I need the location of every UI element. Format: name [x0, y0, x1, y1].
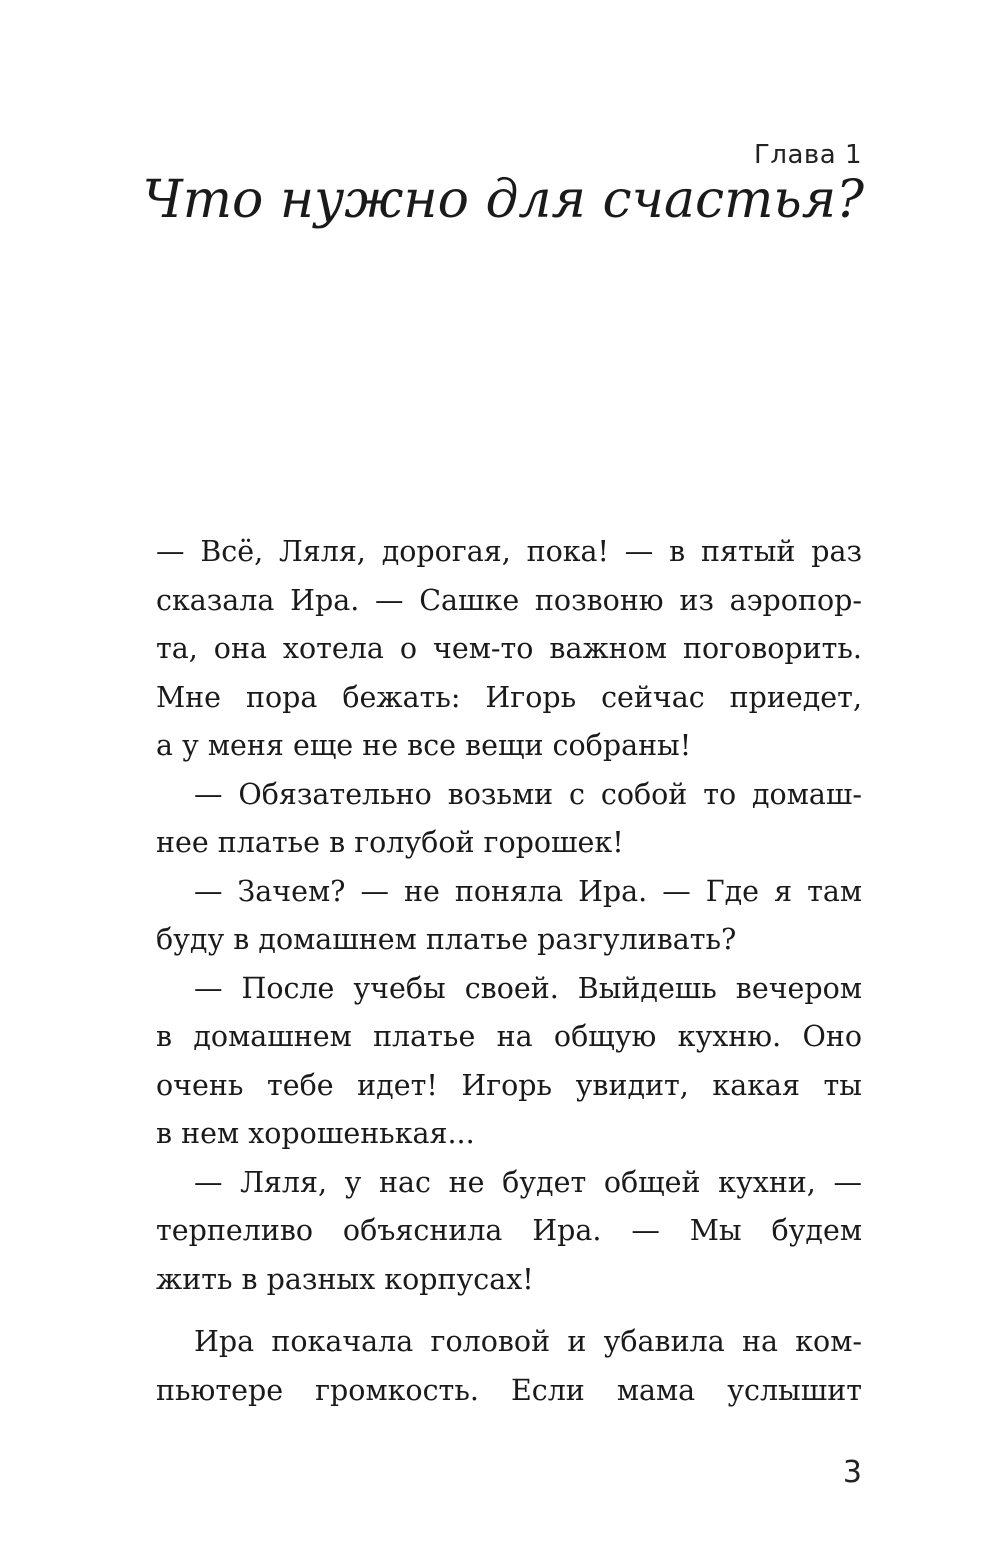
- text-line: — Зачем? — не поняла Ира. — Где я там: [194, 874, 862, 908]
- text-line: та, она хотела о чем-то важном поговорить.: [156, 632, 862, 665]
- text-line: буду в домашнем платье разгуливать?: [156, 923, 737, 956]
- text-line: жить в разных корпусах!: [156, 1262, 534, 1296]
- chapter-label: Глава 1: [754, 140, 862, 170]
- text-line: Мне пора бежать: Игорь сейчас приедет,: [156, 680, 862, 714]
- text-line: — После учебы своей. Выйдешь вечером: [194, 971, 862, 1005]
- chapter-title: Что нужно для счастья?: [142, 170, 864, 230]
- paragraph-1: [156, 528, 862, 771]
- paragraph-4: [156, 965, 862, 1159]
- text-line: — Обязательно возьми с собой то домаш-: [194, 777, 862, 811]
- paragraph-3: [156, 868, 862, 965]
- text-line: в нем хорошенькая...: [156, 1117, 475, 1150]
- text-line: нее платье в голубой горошек!: [156, 826, 624, 859]
- text-line: пьютере громкость. Если мама услышит: [156, 1373, 862, 1407]
- page-number: 3: [842, 1455, 862, 1490]
- body-text: [156, 528, 862, 1415]
- text-line: — Всё, Ляля, дорогая, пока! — в пятый раз: [156, 535, 862, 568]
- text-line: в домашнем платье на общую кухню. Оно: [156, 1020, 862, 1053]
- text-line: сказала Ира. — Сашке позвоню из аэропор-: [156, 583, 862, 617]
- text-line: терпеливо объяснила Ира. — Мы будем: [156, 1214, 862, 1247]
- paragraph-5: [156, 1159, 862, 1305]
- paragraph-6: [156, 1318, 862, 1415]
- text-line: — Ляля, у нас не будет общей кухни, —: [194, 1165, 862, 1199]
- text-line: а у меня еще не все вещи собраны!: [156, 729, 692, 762]
- text-line: очень тебе идет! Игорь увидит, какая ты: [156, 1068, 862, 1102]
- text-line: Ира покачала головой и убавила на ком-: [194, 1325, 862, 1358]
- paragraph-2: [156, 771, 862, 868]
